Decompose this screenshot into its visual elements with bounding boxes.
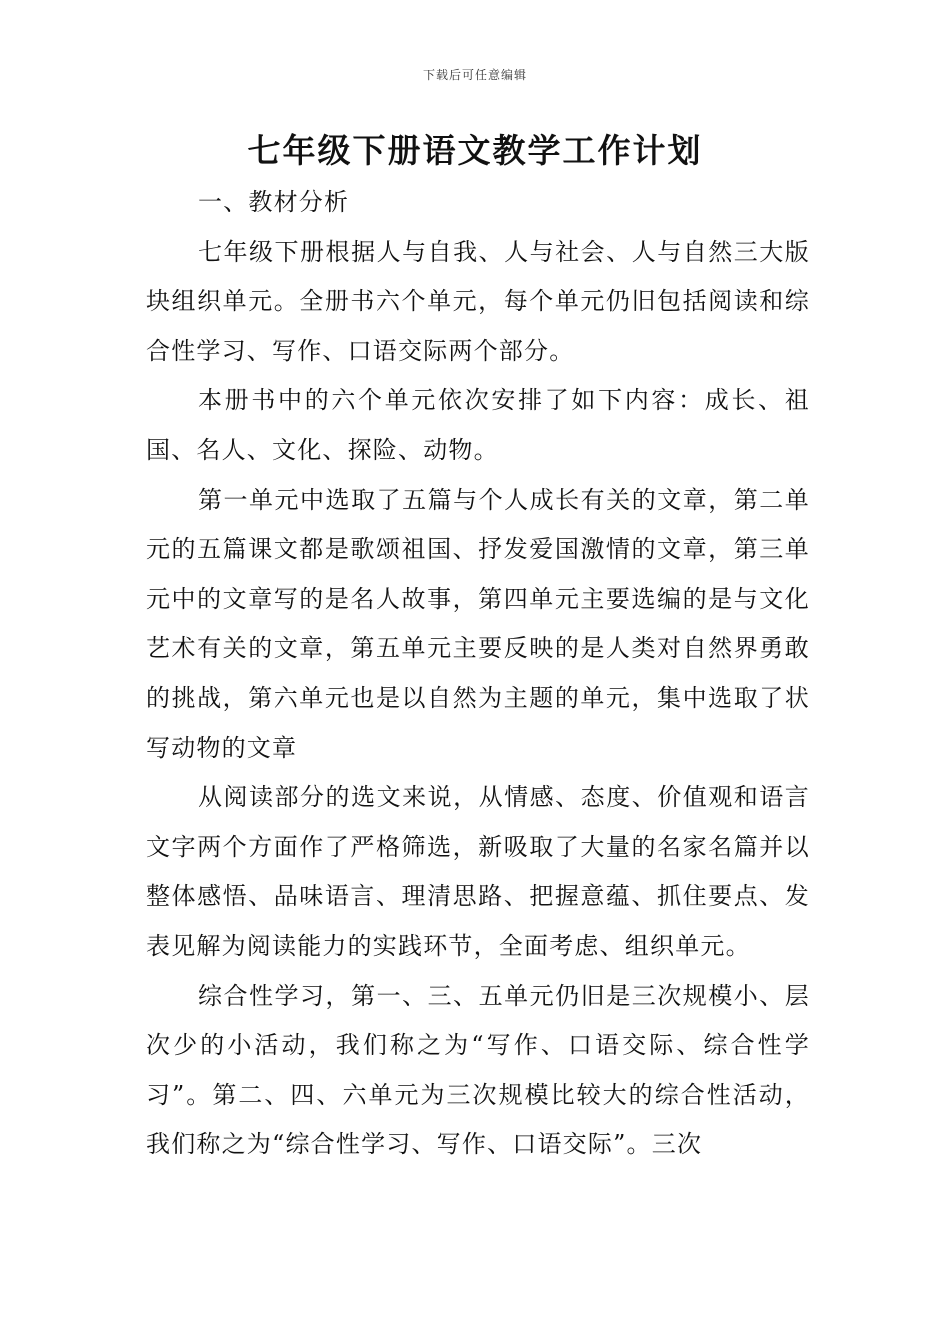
document-body bbox=[146, 178, 810, 1170]
header-note: 下载后可任意编辑 bbox=[422, 68, 527, 82]
document-title: 七年级下册语文教学工作计划 bbox=[247, 131, 703, 170]
section-heading: 一、教材分析 bbox=[198, 188, 350, 216]
paragraph-3: 第一单元中选取了五篇与个人成长有关的文章，第二单元的五篇课文都是歌颂祖国、抒发爱国激情的文章，第三单元中的文章写的是名人故事，第四单元主要选编的是与文化艺术有关的文章，第五单元主要反映的是人类对自然界勇敢的挑战，第六单元也是以自然为主题的单元，集中选取了状写动物的文章 bbox=[146, 485, 810, 762]
paragraph-4: 从阅读部分的选文来说，从情感、态度、价值观和语言文字两个方面作了严格筛选，新吸取了大量的名家名篇并以整体感悟、品味语言、理清思路、把握意蕴、抓住要点、发表见解为阅读能力的实践环节，全面考虑、组织单元。 bbox=[146, 783, 810, 960]
paragraph-5: 综合性学习，第一、三、五单元仍旧是三次规模小、层次少的小活动，我们称之为“写作、口语交际、综合性学习”。第二、四、六单元为三次规模比较大的综合性活动，我们称之为“综合性学习、写作、口语交际”。三次 bbox=[146, 981, 810, 1159]
paragraph-1: 七年级下册根据人与自我、人与社会、人与自然三大版块组织单元。全册书六个单元，每个单元仍旧包括阅读和综合性学习、写作、口语交际两个部分。 bbox=[146, 237, 810, 365]
paragraph-2: 本册书中的六个单元依次安排了如下内容：成长、祖国、名人、文化、探险、动物。 bbox=[146, 386, 810, 464]
